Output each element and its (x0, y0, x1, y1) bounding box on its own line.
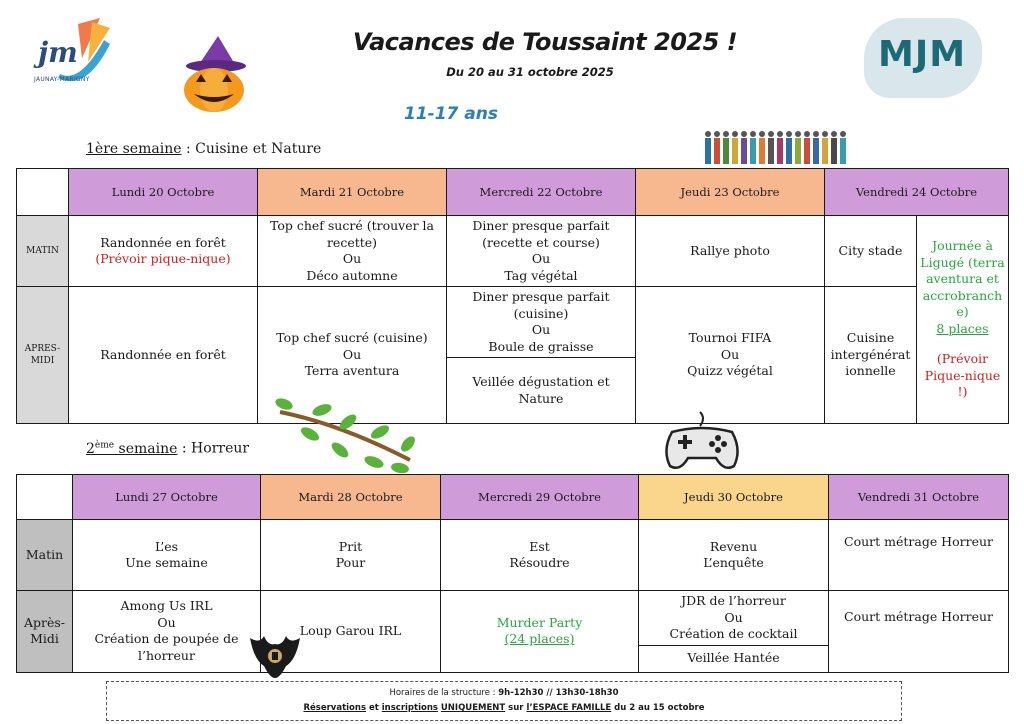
activity: L’enquête (703, 555, 764, 570)
activity-or: Ou (157, 614, 176, 630)
week1-lundi-apres: Randonnée en forêt (69, 287, 258, 424)
activity: Journée à Ligugé (terra aventura et accrobranch e) (920, 238, 1005, 320)
week1-apres-row (17, 287, 1009, 358)
activity: Création de poupée de l’horreur (94, 631, 239, 663)
activity: Revenu (709, 538, 758, 554)
week1-apres-label: APRES-MIDI (17, 287, 69, 424)
week1-day-header: Mercredi 22 Octobre (447, 169, 636, 216)
activity: Randonnée en forêt (100, 234, 226, 250)
week2-mardi-matin (261, 520, 441, 591)
week1-mercredi-apres (447, 287, 636, 358)
activity: Terra aventura (304, 363, 400, 379)
week2-jeudi-veillee: Veillée Hantée (639, 645, 829, 672)
week1-mardi-matin (258, 216, 447, 287)
page-title: Vacances de Toussaint 2025 ! (352, 28, 738, 56)
week2-table (16, 474, 1009, 673)
activity: Tag végétal (504, 267, 578, 283)
week1-heading (86, 141, 321, 157)
week2-vendredi-matin: Court métrage Horreur (829, 520, 1009, 591)
week2-heading-number: 2 (86, 440, 95, 457)
age-range: 11-17 ans (404, 104, 498, 124)
week2-header-row (17, 475, 1009, 520)
week1-mercredi-veillee: Veillée dégustation et Nature (447, 358, 636, 424)
week1-heading-label: 1ère semaine (86, 141, 182, 157)
week1-mercredi-matin (447, 216, 636, 287)
week1-vendredi-apres: Cuisine intergénérat ionnelle (825, 287, 917, 424)
activity-or: Ou (342, 346, 362, 362)
week2-day-header: Lundi 27 Octobre (73, 475, 261, 520)
week1-corner-cell (17, 169, 69, 216)
footer-booking-dates: du 2 au 15 octobre (611, 703, 705, 713)
activity-note: (Prévoir Pique-nique !) (924, 351, 1001, 400)
jm-logo-text: jm (38, 36, 78, 69)
activity: Pour (335, 555, 366, 570)
page-dates: Du 20 au 31 octobre 2025 (446, 65, 614, 79)
activity: Among Us IRL (120, 598, 213, 614)
week2-mercredi-matin (441, 520, 639, 591)
footer-booking-only: UNIQUEMENT (440, 703, 506, 713)
activity: Diner presque parfait (cuisine) (472, 289, 610, 321)
week2-mardi-apres: Loup Garou IRL (261, 591, 441, 673)
activity: Boule de graisse (488, 338, 594, 354)
bat-icon (246, 630, 304, 680)
activity: Top chef sucré (trouver la recette) (269, 218, 435, 250)
activity: Tournoi FIFA (688, 330, 772, 346)
leaf-branch-icon (270, 398, 420, 474)
activity-places: 8 places (936, 320, 989, 336)
week1-table (16, 168, 1009, 424)
week1-day-header: Vendredi 24 Octobre (825, 169, 1009, 216)
week2-jeudi-matin (639, 520, 829, 591)
week2-apres-label: Après-Midi (17, 591, 73, 673)
week1-day-header: Mardi 21 Octobre (258, 169, 447, 216)
week2-corner-cell (17, 475, 73, 520)
activity: Murder Party (496, 614, 583, 630)
week2-lundi-apres (73, 591, 261, 673)
footer-info-box (106, 681, 902, 721)
week1-day-header: Lundi 20 Octobre (69, 169, 258, 216)
activity: Est (529, 538, 550, 554)
activity: Résoudre (509, 555, 570, 570)
week2-day-header: Jeudi 30 Octobre (639, 475, 829, 520)
mjm-logo-text: MJM (878, 34, 967, 75)
week2-vendredi-apres: Court métrage Horreur (829, 591, 1009, 673)
week2-jeudi-apres (639, 591, 829, 646)
week2-matin-row (17, 520, 1009, 591)
week1-vendredi-matin: City stade (825, 216, 917, 287)
week1-heading-theme: : Cuisine et Nature (181, 141, 322, 157)
footer-hours-line (107, 686, 901, 701)
week2-mercredi-apres (441, 591, 639, 673)
week1-vendredi-journee (917, 216, 1009, 424)
activity-places: (24 places) (504, 631, 575, 647)
people-group-icon (702, 128, 852, 166)
pumpkin-witch-icon (178, 36, 250, 114)
week2-matin-label: Matin (17, 520, 73, 591)
footer-booking-on: sur (505, 703, 527, 713)
footer-hours-label: Horaires de la structure : (389, 688, 499, 698)
activity: Quizz végétal (687, 363, 773, 379)
activity-or: Ou (724, 609, 743, 625)
mjm-logo (864, 18, 982, 98)
activity: Diner presque parfait (recette et course) (472, 218, 610, 250)
week2-day-header: Mardi 28 Octobre (261, 475, 441, 520)
footer-booking-and: et (366, 703, 382, 713)
week1-day-header: Jeudi 23 Octobre (636, 169, 825, 216)
activity: Création de cocktail (669, 626, 798, 641)
activity: Top chef sucré (cuisine) (276, 330, 428, 346)
week1-matin-label: MATIN (17, 216, 69, 287)
jm-logo-tagline: JAUNAY-MARIGNY (34, 76, 90, 83)
week2-day-header: Mercredi 29 Octobre (441, 475, 639, 520)
activity: Une semaine (125, 555, 208, 570)
week2-heading-theme: : Horreur (177, 440, 250, 457)
gamepad-icon (662, 410, 742, 474)
activity: Déco automne (306, 267, 398, 283)
week2-day-header: Vendredi 31 Octobre (829, 475, 1009, 520)
week2-heading-sup: ème (94, 440, 115, 450)
week2-heading (86, 440, 249, 457)
week1-jeudi-apres (636, 287, 825, 424)
week1-jeudi-matin: Rallye photo (636, 216, 825, 287)
footer-booking-line (107, 701, 901, 716)
activity: JDR de l’horreur (681, 593, 786, 608)
footer-hours-value: 9h-12h30 // 13h30-18h30 (498, 688, 619, 698)
week1-lundi-matin (69, 216, 258, 287)
week2-apres-row (17, 591, 1009, 646)
activity-or: Ou (531, 251, 551, 266)
activity-or: Ou (531, 322, 551, 337)
footer-booking-inscriptions: inscriptions (381, 703, 438, 713)
footer-booking-reservations: Réservations (303, 703, 366, 713)
footer-booking-espace: l’ESPACE FAMILLE (526, 703, 612, 713)
week1-matin-row (17, 216, 1009, 287)
activity-note: (Prévoir pique-nique) (95, 251, 231, 266)
activity: Prit (338, 538, 363, 554)
jm-logo (30, 18, 116, 98)
activity-or: Ou (720, 346, 740, 362)
week2-heading-label (86, 441, 177, 457)
week1-header-row (17, 169, 1009, 216)
week2-heading-word: semaine (114, 440, 178, 457)
activity-or: Ou (342, 251, 362, 266)
week2-lundi-matin (73, 520, 261, 591)
activity: L’es (154, 538, 179, 554)
